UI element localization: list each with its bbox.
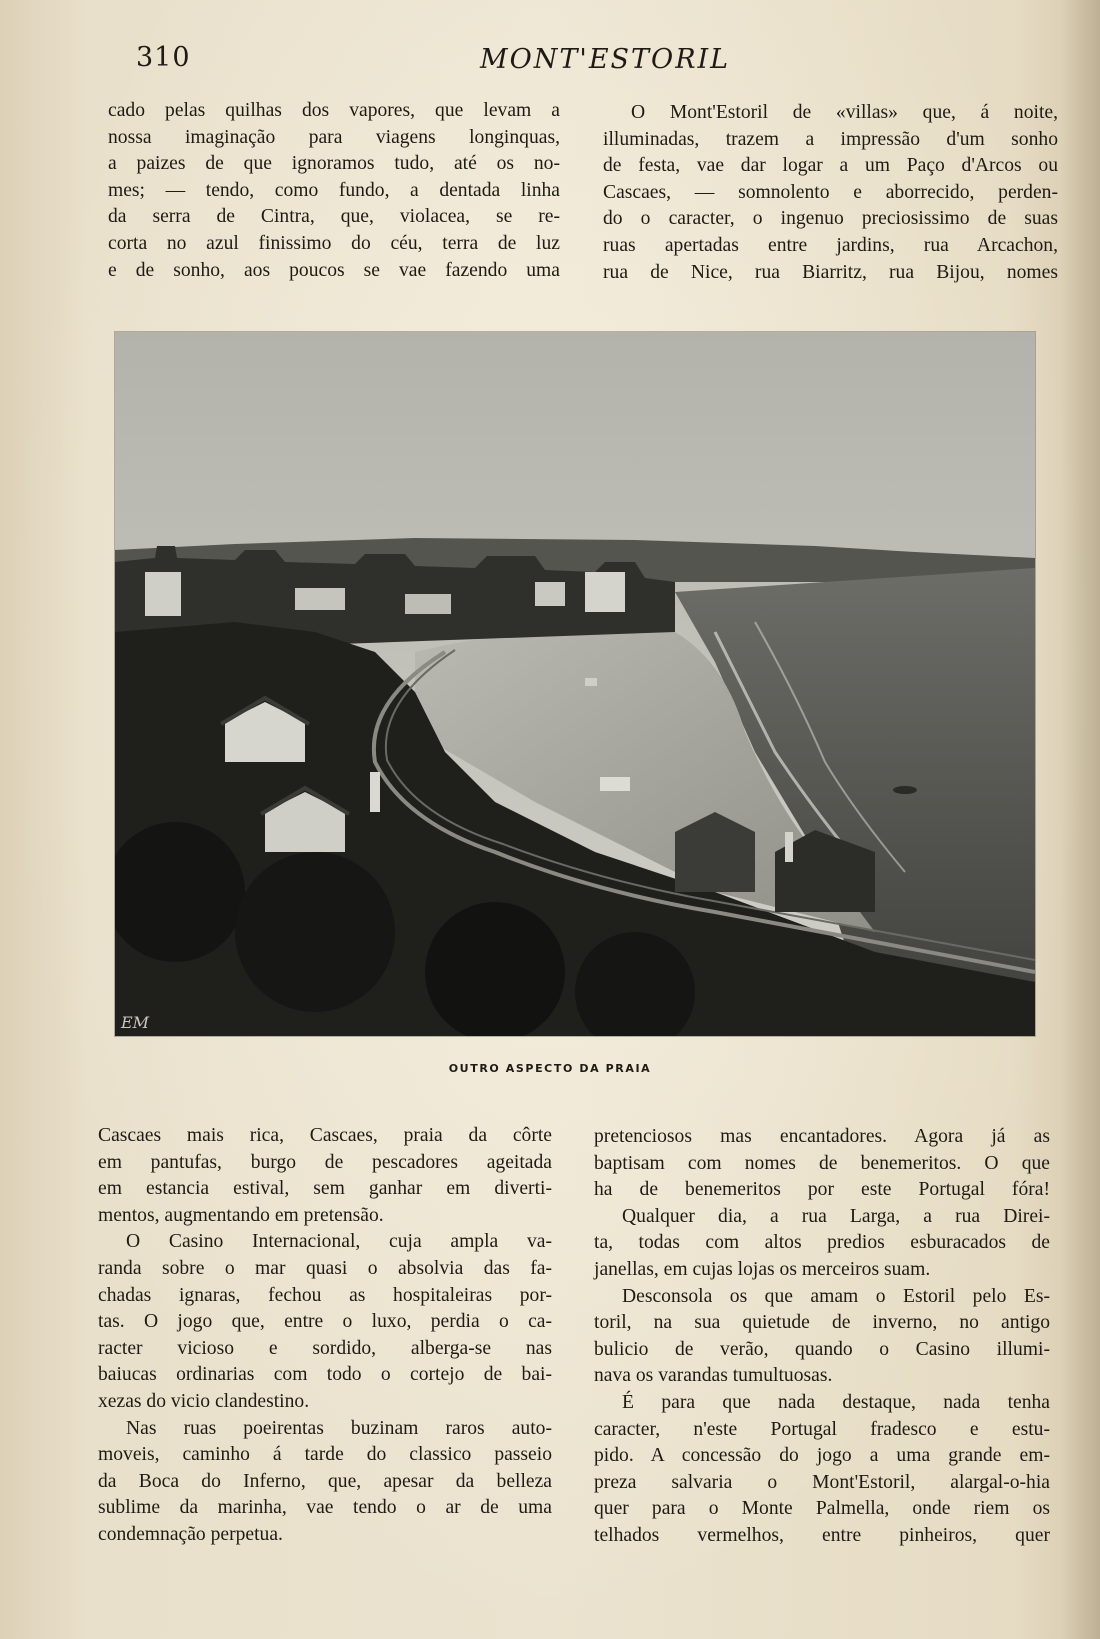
text-column-top-right — [603, 100, 1058, 286]
page-edge-shadow — [1060, 0, 1100, 1639]
text-line: condemnação perpetua. — [98, 1523, 283, 1545]
text-line: nossa imaginação para viagens longinquas, — [108, 126, 560, 148]
text-line: pido. A concessão do jogo a uma grande em- — [594, 1445, 1050, 1467]
text-line: do o caracter, o ingenuo preciosissimo de suas — [603, 208, 1058, 230]
text-line: Cascaes, — somnolento e aborrecido, perden- — [603, 181, 1058, 203]
text-line: sublime da marinha, vae tendo o ar de uma — [98, 1497, 552, 1519]
text-column-bottom-right — [594, 1124, 1050, 1550]
text-line: em estancia estival, sem ganhar em diverti- — [98, 1178, 552, 1200]
text-line: bulicio de verão, quando o Casino illumi- — [594, 1338, 1050, 1360]
text-line: janellas, em cujas lojas os merceiros suam. — [594, 1258, 931, 1280]
running-head: MONT'ESTORIL — [480, 44, 731, 75]
text-line: da serra de Cintra, que, violacea, se re- — [108, 206, 560, 228]
text-line: ta, todas com altos predios esburacados de — [594, 1232, 1050, 1254]
text-line: pretenciosos mas encantadores. Agora já as — [594, 1126, 1050, 1147]
text-line: rua de Nice, rua Biarritz, rua Bijou, nomes — [603, 261, 1058, 283]
text-line: em pantufas, burgo de pescadores ageitada — [98, 1151, 552, 1173]
text-line: xezas do vicio clandestino. — [98, 1390, 310, 1412]
text-line: nava os varandas tumultuosas. — [594, 1365, 833, 1387]
page-number: 310 — [136, 42, 191, 73]
text-line: O Casino Internacional, cuja ampla va- — [126, 1231, 552, 1253]
text-line: quer para o Monte Palmella, onde riem os — [594, 1498, 1050, 1520]
text-line: baptisam com nomes de benemeritos. O que — [594, 1152, 1050, 1174]
text-column-top-left — [108, 98, 560, 284]
text-line: de festa, vae dar logar a um Paço d'Arcos ou — [603, 155, 1058, 177]
text-line: a paizes de que ignoramos tudo, até os no- — [108, 153, 560, 175]
photo-caption: OUTRO ASPECTO DA PRAIA — [448, 1062, 652, 1075]
beach-photograph — [115, 332, 1035, 1036]
text-line: corta no azul finissimo do céu, terra de luz — [108, 232, 560, 254]
photographer-monogram: EM — [121, 1013, 150, 1032]
text-line: moveis, caminho á tarde do classico passeio — [98, 1444, 552, 1466]
text-line: e de sonho, aos poucos se vae fazendo uma — [108, 259, 560, 281]
text-line: É para que nada destaque, nada tenha — [622, 1391, 1050, 1413]
text-line: chadas ignaras, fechou as hospitaleiras por- — [98, 1284, 552, 1306]
text-line: caracter, n'este Portugal fradesco e estu- — [594, 1418, 1050, 1440]
text-line: cado pelas quilhas dos vapores, que levam a — [108, 100, 560, 121]
text-line: mentos, augmentando em pretensão. — [98, 1204, 384, 1226]
text-line: baiucas ordinarias com todo o cortejo de bai- — [98, 1364, 552, 1386]
text-line: Qualquer dia, a rua Larga, a rua Direi- — [622, 1205, 1050, 1227]
text-line: tas. O jogo que, entre o luxo, perdia o ca- — [98, 1311, 552, 1333]
text-line: toril, na sua quietude de inverno, no antigo — [594, 1312, 1050, 1334]
text-line: ruas apertadas entre jardins, rua Arcachon, — [603, 234, 1058, 256]
text-line: randa sobre o mar quasi o absolvia das fa- — [98, 1257, 552, 1279]
text-line: mes; — tendo, como fundo, a dentada linha — [108, 179, 560, 201]
text-line: Desconsola os que amam o Estoril pelo Es- — [622, 1285, 1050, 1307]
text-line: racter vicioso e sordido, alberga-se nas — [98, 1337, 552, 1359]
text-line: O Mont'Estoril de «villas» que, á noite, — [631, 102, 1058, 123]
beach-photo-illustration — [115, 332, 1035, 1036]
text-line: ha de benemeritos por este Portugal fóra! — [594, 1179, 1050, 1201]
text-line: Nas ruas poeirentas buzinam raros auto- — [126, 1417, 552, 1439]
text-line: telhados vermelhos, entre pinheiros, quer — [594, 1524, 1050, 1546]
text-line: preza salvaria o Mont'Estoril, alargal-o-hia — [594, 1471, 1050, 1493]
text-line: da Boca do Inferno, que, apesar da belleza — [98, 1470, 552, 1492]
text-line: illuminadas, trazem a impressão d'um sonho — [603, 128, 1058, 150]
text-line: Cascaes mais rica, Cascaes, praia da côrte — [98, 1125, 552, 1146]
text-column-bottom-left — [98, 1123, 552, 1549]
